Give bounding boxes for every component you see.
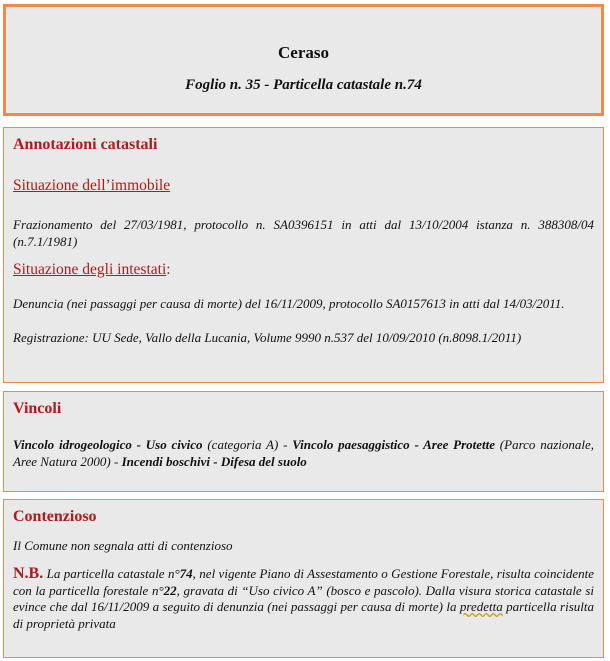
- situazione-intestati-heading: Situazione degli intestati: [13, 261, 167, 278]
- nb-label: N.B.: [13, 565, 44, 582]
- page-subtitle: Foglio n. 35 - Particella catastale n.74: [185, 77, 422, 93]
- contenzioso-title: Contenzioso: [13, 508, 97, 525]
- situazione-intestati-colon: :: [166, 261, 171, 278]
- situazione-immobile-heading: Situazione dell’immobile: [13, 177, 171, 194]
- nb-particella-num: 74: [179, 566, 193, 581]
- vincoli-idrogeologico: Vincolo idrogeologico - Uso civico: [13, 437, 203, 452]
- vincoli-parco: (Parco nazionale, Aree Natura 2000) -: [13, 437, 594, 469]
- vincoli-paesaggistico: Vincolo paesaggistico - Aree Protette: [292, 437, 496, 452]
- nb-predetta: predetta: [459, 599, 503, 614]
- situazione-immobile-text: Frazionamento del 27/03/1981, protocollo n. SA0396151 in atti dal 13/10/2004 istanza n. 388308/04 (n.7.1/1981): [13, 217, 594, 249]
- vincoli-section: [3, 391, 604, 492]
- nb-text-1: La particella catastale n°: [43, 566, 180, 581]
- vincoli-text: [13, 437, 594, 470]
- annotazioni-section: [3, 127, 604, 383]
- denuncia-text: Denuncia (nei passaggi per causa di morte) del 16/11/2009, protocollo SA0157613 in atti dal 14/03/2011.: [13, 296, 565, 311]
- nb-text-3: , gravata di “Uso civico A” (bosco e pascolo). Dalla visura storica catastale si evince che dal 16/11/2009 a seguito di denunzia (nei passaggi per causa di morte) la: [13, 582, 594, 614]
- situazione-intestati-line: [13, 261, 171, 279]
- header-box: [3, 4, 604, 116]
- registrazione-text: Registrazione: UU Sede, Vallo della Lucania, Volume 9990 n.537 del 10/09/2010 (n.8098.1/2011): [13, 330, 522, 345]
- nb-text-4: particella risulta di proprietà privata: [13, 599, 594, 631]
- annotazioni-title: Annotazioni catastali: [13, 136, 158, 153]
- vincoli-title: Vincoli: [13, 400, 62, 417]
- contenzioso-section: [3, 499, 604, 658]
- vincoli-categoria: (categoria A) -: [202, 437, 293, 452]
- contenzioso-text: Il Comune non segnala atti di contenzioso: [13, 538, 233, 553]
- nb-text-2: , nel vigente Piano di Assestamento o Gestione Forestale, risulta coincidente con la particella forestale n°: [13, 566, 594, 598]
- page-title: Ceraso: [278, 43, 329, 62]
- nb-paragraph: [13, 566, 594, 632]
- nb-forestale-num: 22: [163, 582, 177, 598]
- vincoli-incendi: Incendi boschivi - Difesa del suolo: [121, 453, 307, 469]
